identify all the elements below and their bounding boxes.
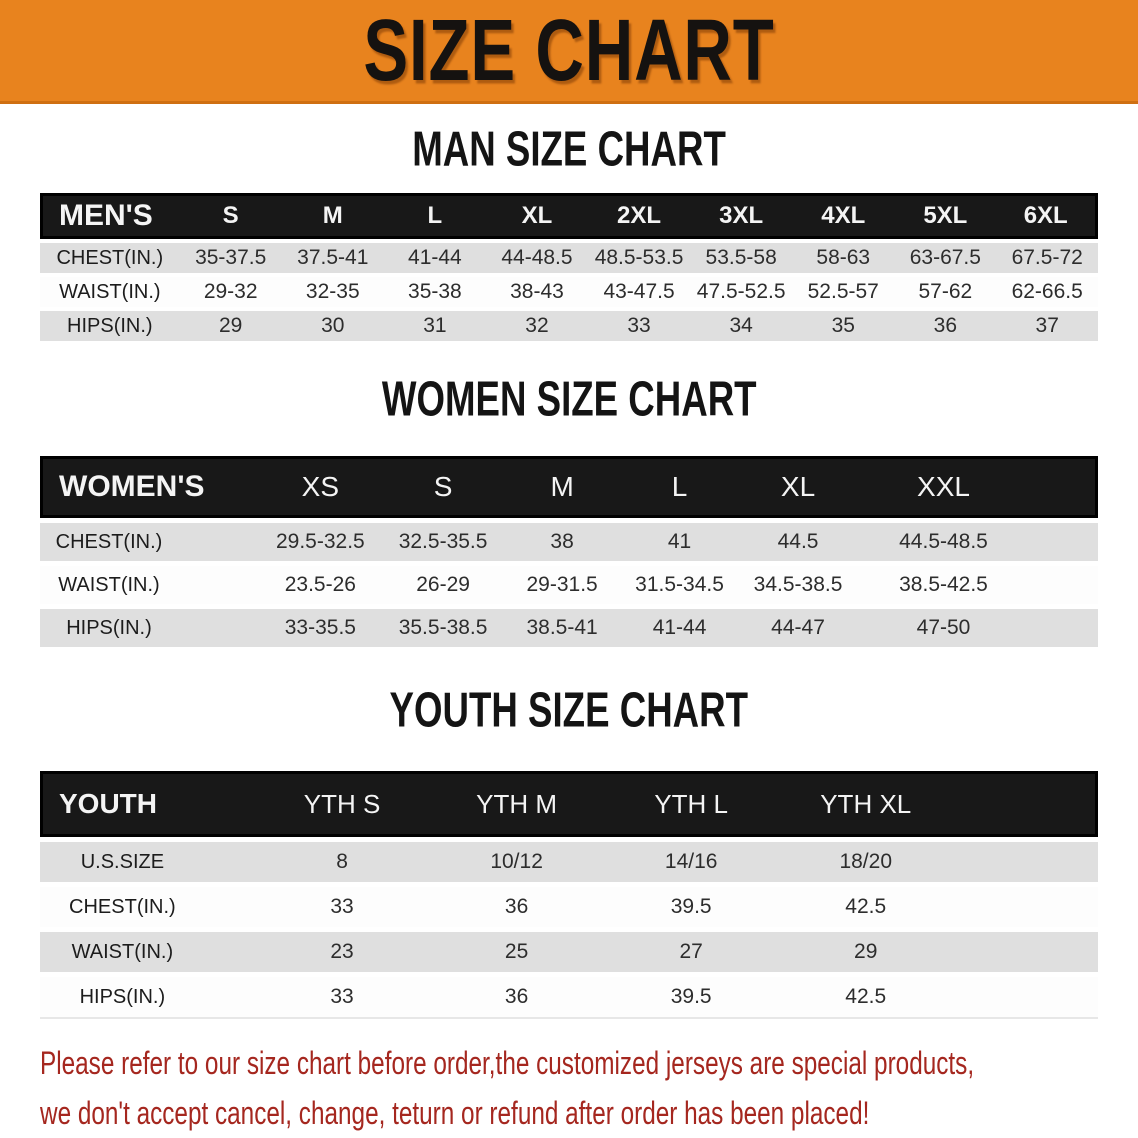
women-hips-value: 38.5-41	[503, 604, 620, 647]
youth-row-spacer	[953, 837, 1098, 882]
disclaimer-line-2: we don't accept cancel, change, teturn or refund after order has been placed!	[40, 1095, 870, 1131]
men-chest-value: 67.5-72	[996, 239, 1098, 273]
men-size-2xl: 2XL	[588, 193, 690, 239]
youth-ussize-value: 18/20	[778, 837, 953, 882]
youth-waist-row	[40, 927, 1098, 972]
women-header-label: WOMEN'S	[40, 456, 258, 518]
youth-chest-value: 42.5	[778, 882, 953, 927]
youth-row-spacer	[953, 972, 1098, 1017]
men-chest-value: 48.5-53.5	[588, 239, 690, 273]
youth-waist-value: 27	[604, 927, 779, 972]
women-section-title	[0, 341, 1138, 456]
men-waist-value: 62-66.5	[996, 273, 1098, 307]
women-hips-value: 44-47	[738, 604, 858, 647]
men-size-table	[40, 193, 1098, 341]
men-chest-row	[40, 239, 1098, 273]
women-size-s: S	[383, 456, 504, 518]
women-chest-value: 44.5-48.5	[858, 518, 1029, 561]
youth-ussize-value: 8	[255, 837, 430, 882]
youth-hips-label: HIPS(IN.)	[40, 972, 255, 1017]
youth-hips-value: 42.5	[778, 972, 953, 1017]
men-size-4xl: 4XL	[792, 193, 894, 239]
men-chest-value: 35-37.5	[180, 239, 282, 273]
men-size-xl: XL	[486, 193, 588, 239]
women-hips-row	[40, 604, 1098, 647]
men-waist-value: 47.5-52.5	[690, 273, 792, 307]
youth-ussize-row	[40, 837, 1098, 882]
men-hips-row	[40, 307, 1098, 341]
men-waist-value: 29-32	[180, 273, 282, 307]
youth-section-title	[0, 647, 1138, 771]
men-chest-value: 63-67.5	[894, 239, 996, 273]
men-waist-row	[40, 273, 1098, 307]
men-hips-label: HIPS(IN.)	[40, 307, 180, 341]
women-size-xxl: XXL	[858, 456, 1029, 518]
women-size-m: M	[503, 456, 620, 518]
youth-size-s: YTH S	[255, 771, 430, 837]
women-hips-value: 41-44	[621, 604, 738, 647]
men-hips-value: 33	[588, 307, 690, 341]
youth-section-title-text: YOUTH SIZE CHART	[389, 681, 749, 737]
youth-chest-value: 39.5	[604, 882, 779, 927]
youth-hips-value: 36	[429, 972, 604, 1017]
women-chest-value: 44.5	[738, 518, 858, 561]
men-chest-value: 58-63	[792, 239, 894, 273]
men-hips-value: 30	[282, 307, 384, 341]
men-waist-value: 35-38	[384, 273, 486, 307]
women-waist-value: 34.5-38.5	[738, 561, 858, 604]
men-chest-value: 44-48.5	[486, 239, 588, 273]
women-chest-value: 38	[503, 518, 620, 561]
women-waist-value: 23.5-26	[258, 561, 383, 604]
disclaimer	[40, 1038, 1138, 1138]
women-section-title-text: WOMEN SIZE CHART	[381, 370, 757, 427]
women-chest-label: CHEST(IN.)	[40, 518, 258, 561]
youth-ussize-value: 14/16	[604, 837, 779, 882]
women-chest-value: 29.5-32.5	[258, 518, 383, 561]
youth-chest-row	[40, 882, 1098, 927]
men-size-3xl: 3XL	[690, 193, 792, 239]
women-chest-value: 41	[621, 518, 738, 561]
men-waist-value: 52.5-57	[792, 273, 894, 307]
youth-chest-value: 36	[429, 882, 604, 927]
men-hips-value: 29	[180, 307, 282, 341]
men-hips-value: 32	[486, 307, 588, 341]
women-waist-value: 38.5-42.5	[858, 561, 1029, 604]
size-chart-banner	[0, 0, 1138, 104]
men-header-label: MEN'S	[40, 193, 180, 239]
youth-hips-value: 39.5	[604, 972, 779, 1017]
women-header-spacer	[1029, 456, 1098, 518]
youth-header-spacer	[953, 771, 1098, 837]
men-waist-label: WAIST(IN.)	[40, 273, 180, 307]
women-waist-value: 29-31.5	[503, 561, 620, 604]
youth-size-l: YTH L	[604, 771, 779, 837]
disclaimer-line-1: Please refer to our size chart before order,the customized jerseys are special products,	[40, 1045, 975, 1081]
men-waist-value: 32-35	[282, 273, 384, 307]
men-size-s: S	[180, 193, 282, 239]
men-section-title-text: MAN SIZE CHART	[412, 120, 726, 177]
men-size-m: M	[282, 193, 384, 239]
youth-size-m: YTH M	[429, 771, 604, 837]
women-row-spacer	[1029, 604, 1098, 647]
women-size-l: L	[621, 456, 738, 518]
men-header-row	[40, 193, 1098, 239]
men-hips-value: 35	[792, 307, 894, 341]
women-waist-label: WAIST(IN.)	[40, 561, 258, 604]
youth-ussize-label: U.S.SIZE	[40, 837, 255, 882]
youth-size-xl: YTH XL	[778, 771, 953, 837]
banner-title: SIZE CHART	[363, 1, 775, 99]
women-waist-row	[40, 561, 1098, 604]
men-chest-label: CHEST(IN.)	[40, 239, 180, 273]
youth-waist-value: 25	[429, 927, 604, 972]
youth-hips-value: 33	[255, 972, 430, 1017]
women-row-spacer	[1029, 561, 1098, 604]
youth-header-row	[40, 771, 1098, 837]
men-size-6xl: 6XL	[996, 193, 1098, 239]
women-size-table	[40, 456, 1098, 647]
women-size-xs: XS	[258, 456, 383, 518]
women-hips-value: 33-35.5	[258, 604, 383, 647]
men-size-l: L	[384, 193, 486, 239]
men-waist-value: 38-43	[486, 273, 588, 307]
youth-waist-label: WAIST(IN.)	[40, 927, 255, 972]
youth-chest-value: 33	[255, 882, 430, 927]
women-hips-value: 35.5-38.5	[383, 604, 504, 647]
women-waist-value: 26-29	[383, 561, 504, 604]
men-chest-value: 41-44	[384, 239, 486, 273]
youth-chest-label: CHEST(IN.)	[40, 882, 255, 927]
men-waist-value: 57-62	[894, 273, 996, 307]
youth-hips-row	[40, 972, 1098, 1017]
youth-row-spacer	[953, 882, 1098, 927]
women-row-spacer	[1029, 518, 1098, 561]
youth-waist-value: 29	[778, 927, 953, 972]
women-chest-row	[40, 518, 1098, 561]
women-hips-value: 47-50	[858, 604, 1029, 647]
youth-row-spacer	[953, 927, 1098, 972]
men-section-title	[0, 104, 1138, 193]
women-header-row	[40, 456, 1098, 518]
men-hips-value: 31	[384, 307, 486, 341]
women-waist-value: 31.5-34.5	[621, 561, 738, 604]
youth-waist-value: 23	[255, 927, 430, 972]
men-hips-value: 37	[996, 307, 1098, 341]
men-hips-value: 34	[690, 307, 792, 341]
women-chest-value: 32.5-35.5	[383, 518, 504, 561]
men-waist-value: 43-47.5	[588, 273, 690, 307]
men-hips-value: 36	[894, 307, 996, 341]
youth-ussize-value: 10/12	[429, 837, 604, 882]
women-hips-label: HIPS(IN.)	[40, 604, 258, 647]
men-chest-value: 53.5-58	[690, 239, 792, 273]
youth-size-table	[40, 771, 1098, 1019]
men-chest-value: 37.5-41	[282, 239, 384, 273]
women-size-xl: XL	[738, 456, 858, 518]
men-size-5xl: 5XL	[894, 193, 996, 239]
youth-header-label: YOUTH	[40, 771, 255, 837]
